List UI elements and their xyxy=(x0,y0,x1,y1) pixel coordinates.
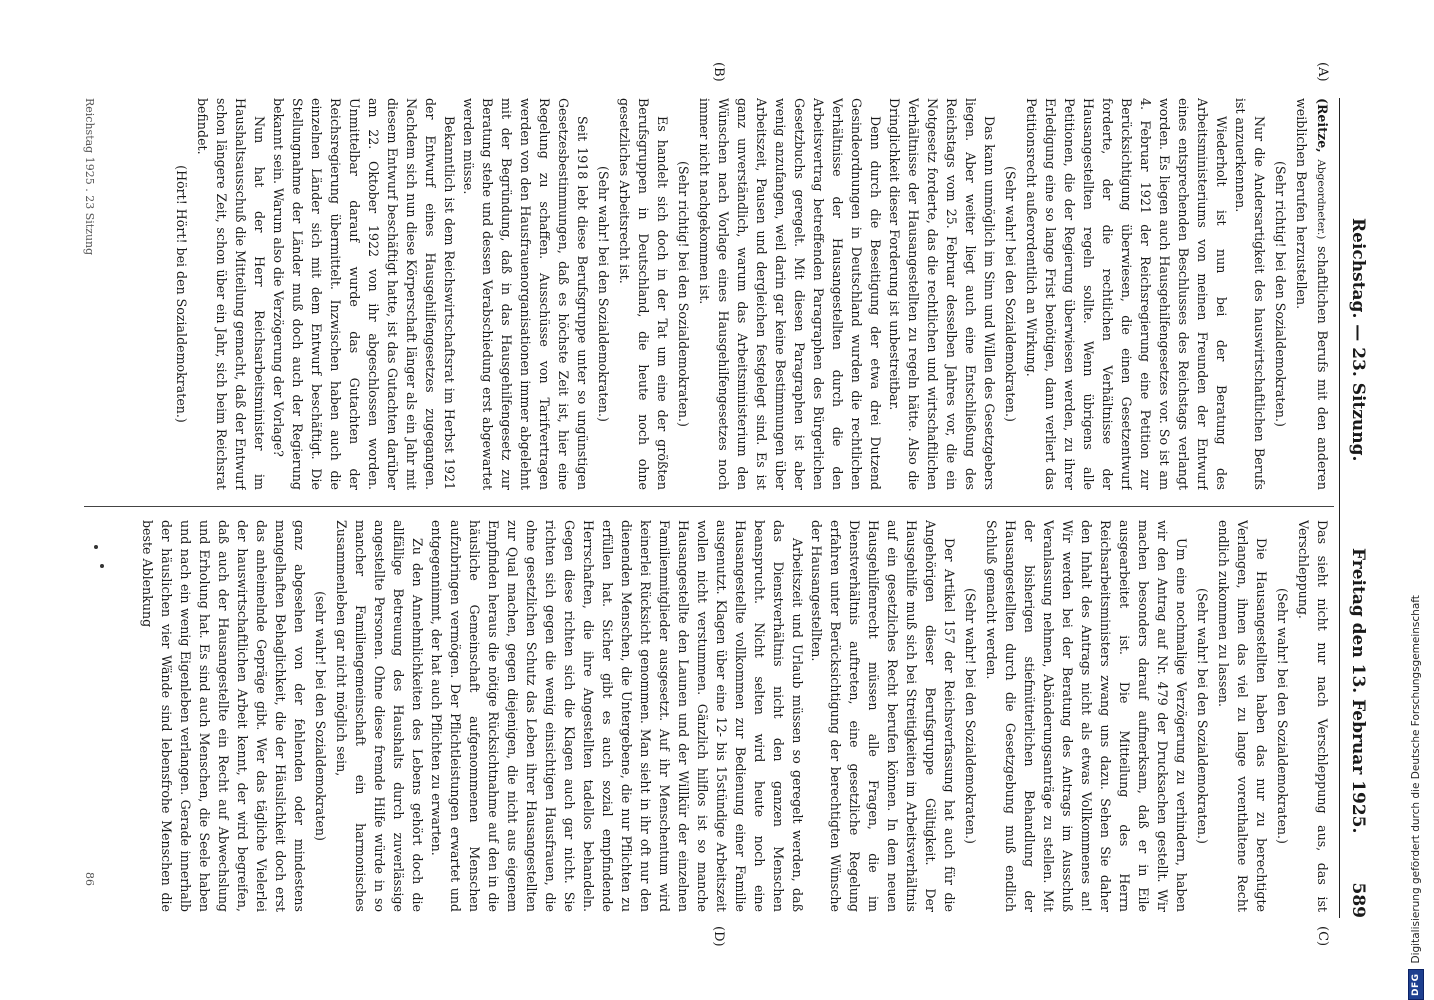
stray-dot-mark xyxy=(100,564,104,568)
speaker-paragraph xyxy=(1292,98,1332,490)
header-date: Freitag den 13. Februar 1925. xyxy=(1348,548,1368,834)
stray-dot-mark xyxy=(94,545,98,549)
header-session: Reichstag. — 23. Sitzung. xyxy=(1348,218,1368,462)
paragraph: Seit 1918 lebt diese Berufsgruppe unter so ungünstigen Gesetzesbestimmungen, daß es höchste Zeit ist, hier eine Regelung zu schaffen. Ausschüsse von Tarifvertragen werden von den Hausfrauenorganisationen immer abgelehnt mit der Begründung, daß in das Hausgehilfengesetz zur Beratung stehe und dessen Verabschiedung erst abgewartet werden müsse. xyxy=(461,98,590,490)
margin-marker-b: (B) xyxy=(711,62,726,82)
digitization-credit xyxy=(1404,0,1428,1000)
speaker-role: Abgeordneter.) xyxy=(1315,159,1327,240)
paragraph: Nun hat der Herr Reichsarbeitsminister im Haushaltsausschuß die Mitteilung gemacht, daß der Entwurf schon längere Zeit, schon über ein Jahr, sich beim Reichsrat befindet. xyxy=(195,98,267,490)
right-text-column xyxy=(87,520,1332,912)
paragraph: Um eine nochmalige Verzögerung zu verhindern, haben wir den Antrag auf Nr. 479 der Drucksachen gestellt. Wir machen besonders darauf aufmerksam, daß er in Eile ausgearbeitet ist. Die Mitteilung des Herrn Reichsarbeitsministers zwang uns dazu. Sehen Sie daher den Inhalt des Antrags nicht als etwas Vollkommenes an! Wir werden bei der Beratung des Antrags im Ausschuß Veranlassung nehmen, Abänderungsanträge zu stellen. Mit der bisherigen stiefmütterlichen Behandlung der Hausangestellten durch die Gesetzgebung muß endlich Schluß gemacht werden. xyxy=(984,520,1189,912)
dfg-logo: DFG xyxy=(1408,969,1424,1000)
interjection: (Sehr wahr! bei den Sozialdemokraten.) xyxy=(963,588,978,844)
paragraph-text: schaftlichen Berufs mit den anderen weiblichen Berufen herzustellen. xyxy=(1294,98,1330,490)
footer-signature: Reichstag 1925 . 23 Sitzung xyxy=(83,98,96,256)
header-rule xyxy=(1339,98,1340,918)
paragraph: Das kann unmöglich im Sinn und Willen des Gesetzgebers liegen. Aber weiter liegt auch eine Entschließung des Reichstags vom 25. Februar desselben Jahres vor, die ein Notgesetz forderte, das die rechtlichen und wirtschaftlichen Verhältnisse der Hausangestellten zu regeln hätte. Also die Dringlichkeit dieser Forderung ist unbestreitbar. xyxy=(887,98,997,490)
paragraph: Bekanntlich ist dem Reichswirtschaftsrat im Herbst 1921 der Entwurf eines Hausgehilfengesetzes zugegangen. Nachdem sich nun diese Körperschaft länger als ein Jahr mit diesem Entwurf beschäftigt hatte, ist das Gutachten darüber am 22. Oktober 1922 von ihr abgeschlossen worden. Unmittelbar darauf wurde das Gutachten der Reichsregierung übermittelt. Inzwischen haben auch die einzelnen Länder sich mit dem Entwurf beschäftigt. Die Stellungnahme der Länder muß doch auch der Regierung bekannt sein. Warum also die Verzögerung der Vorlage? xyxy=(271,98,457,490)
paragraph: Nur die Andersartigkeit des hauswirtschaftlichen Berufs ist anzuerkennen. xyxy=(1233,98,1267,490)
interjection: (Sehr wahr! bei den Sozialdemokraten.) xyxy=(1275,588,1290,844)
interjection: (Sehr richtig! bei den Sozialdemokraten.) xyxy=(1273,161,1288,427)
interjection: (Sehr wahr! bei den Sozialdemokraten.) xyxy=(1003,166,1018,422)
interjection: (Sehr richtig! bei den Sozialdemokraten.) xyxy=(676,161,691,427)
column-divider xyxy=(84,506,1334,507)
interjection: (Sehr wahr! bei den Sozialdemokraten.) xyxy=(1195,588,1210,844)
margin-marker-c: (C) xyxy=(1315,926,1330,947)
footer-sheet-number: 86 xyxy=(83,872,96,886)
margin-marker-a: (A) xyxy=(1315,62,1330,82)
paragraph: Denn durch die Beseitigung der etwa drei Dutzend Gesindeordnungen in Deutschland wurden die rechtlichen Verhältnisse der Hausangestellten durch die den Arbeitsvertrag betreffenden Paragraphen des Bürgerlichen Gesetzbuchs geregelt. Mit diesen Paragraphen ist aber wenig anzufangen, weil darin gar keine Bestimmungen über Arbeitszeit, Pausen und dergleichen festgelegt sind. Es ist ganz unverständlich, warum das Arbeitsministerium den Wünschen nach Vorlage eines Hausgehilfengesetzes noch immer nicht nachgekommen ist. xyxy=(697,98,883,490)
page-number: 589 xyxy=(1348,882,1368,918)
paragraph: Der Artikel 157 der Reichsverfassung hat auch für die Angehörigen dieser Berufsgruppe Gültigkeit. Der Hausgehilfe muß sich bei Streitigkeiten im Arbeitsverhältnis auf ein gesetzliches Recht berufen können. In dem neuen Hausgehilfenrecht müssen alle Fragen, die im Dienstverhältnis auftreten, eine gesetzliche Regelung erfahren unter Berücksichtigung der berechtigten Wünsche der Hausangestellten. xyxy=(809,520,957,912)
interjection: (Hört! Hört! bei den Sozialdemokraten.) xyxy=(174,165,189,423)
paragraph: Arbeitszeit und Urlaub müssen so geregelt werden, daß das Dienstverhältnis nicht den ganzen Menschen beansprucht. Nicht selten wird heute noch eine Hausangestellte vollkommen zur Bedienung einer Familie ausgenutzt. Klagen über eine 12- bis 15stündige Arbeitszeit wollen nicht verstummen. Gänzlich hilflos ist so manche Hausangestellte den Launen und der Willkür der einzelnen Familienmitglieder ausgesetzt. Auf ihr Menschentum wird keinerlei Rücksicht genommen. Man sieht in ihr oft nur den dienenden Menschen, die Untergebene, die nur Pflichten zu erfüllen hat. Sicher gibt es auch sozial empfindende Herrschaften, die ihre Angestellten tadellos behandeln. Gegen diese richten sich die Klagen auch gar nicht. Sie richten sich gegen die wenig einsichtigen Hausfrauen, die ohne gesetzlichen Schutz das Leben ihrer Hausangestellten zur Qual machen, gegen diejenigen, die nicht aus eigenem Empfinden heraus die nötige Rücksichtnahme auf den in die häusliche Gemeinschaft aufgenommenen Menschen aufzubringen vermögen. Der Pflichtleistungen erwartet und entgegennimmt, der hat auch Pflichten zu erwarten. xyxy=(429,520,805,912)
page-header xyxy=(1340,98,1368,918)
interjection: (Sehr wahr! bei den Sozialdemokraten.) xyxy=(596,166,611,422)
left-text-column xyxy=(87,98,1332,490)
margin-marker-d: (D) xyxy=(711,926,726,947)
paragraph: Zu den Annehmlichkeiten des Lebens gehört doch die allfällige Betreuung des Haushalts durch zuverlässige angestellte Personen. Ohne diese fremde Hilfe würde in so mancher Familiengemeinschaft ein harmonisches Zusammenleben gar nicht möglich sein, xyxy=(334,520,425,912)
credit-text: Digitalisierung gefördert durch die Deutsche Forschungsgemeinschaft xyxy=(1410,595,1422,964)
paragraph: ganz abgesehen von der fehlenden oder mindestens mangelhaften Behaglichkeit, die der Häuslichkeit doch erst das anheimelnde Gepräge gibt. Wer das tägliche Vielerlei der hauswirtschaftlichen Arbeit kennt, der wird begreifen, daß auch der Hausangestellte ein Recht auf Abwechslung und Erholung hat. Es sind auch Menschen, die Seele haben und nach ein wenig Eigenleben verlangen. Gerade innerhalb der häuslichen vier Wände sind lebensfrohe Menschen die beste Ablenkung xyxy=(140,520,307,912)
speaker-name: (Reitze, xyxy=(1315,98,1330,153)
paragraph: Die Hausangestellten haben das nur zu berechtigte Verlangen, ihnen das viel zu lange vorenthaltene Recht endlich zukommen zu lassen. xyxy=(1216,520,1269,912)
paragraph: Wiederholt ist nun bei der Beratung des Arbeitsministeriums von meinen Freunden der Entwurf eines entsprechenden Beschlusses des Reichstags verlangt worden. Es liegen auch Hausgehilfengesetzes vor. So ist am 4. Februar 1921 der Reichsregierung eine Petition zur Berücksichtigung überwiesen, die einen Gesetzentwurf forderte, der die rechtlichen Verhältnisse der Hausangestellten regeln sollte. Wenn übrigens alle Petitionen, die der Regierung überwiesen werden, zu ihrer Erledigung eine so lange Frist benötigen, dann verliert das Petitionsrecht außerordentlich an Wirkung. xyxy=(1024,98,1229,490)
paragraph: Es handelt sich doch in der Tat um eine der größten Berufsgruppen in Deutschland, die heute noch ohne gesetzliches Arbeitsrecht ist. xyxy=(617,98,670,490)
paragraph: Das sieht nicht nur nach Verschleppung aus, das ist Verschleppung. xyxy=(1296,520,1330,912)
interjection: (sehr wahr! bei den Sozialdemokraten) xyxy=(313,591,328,841)
